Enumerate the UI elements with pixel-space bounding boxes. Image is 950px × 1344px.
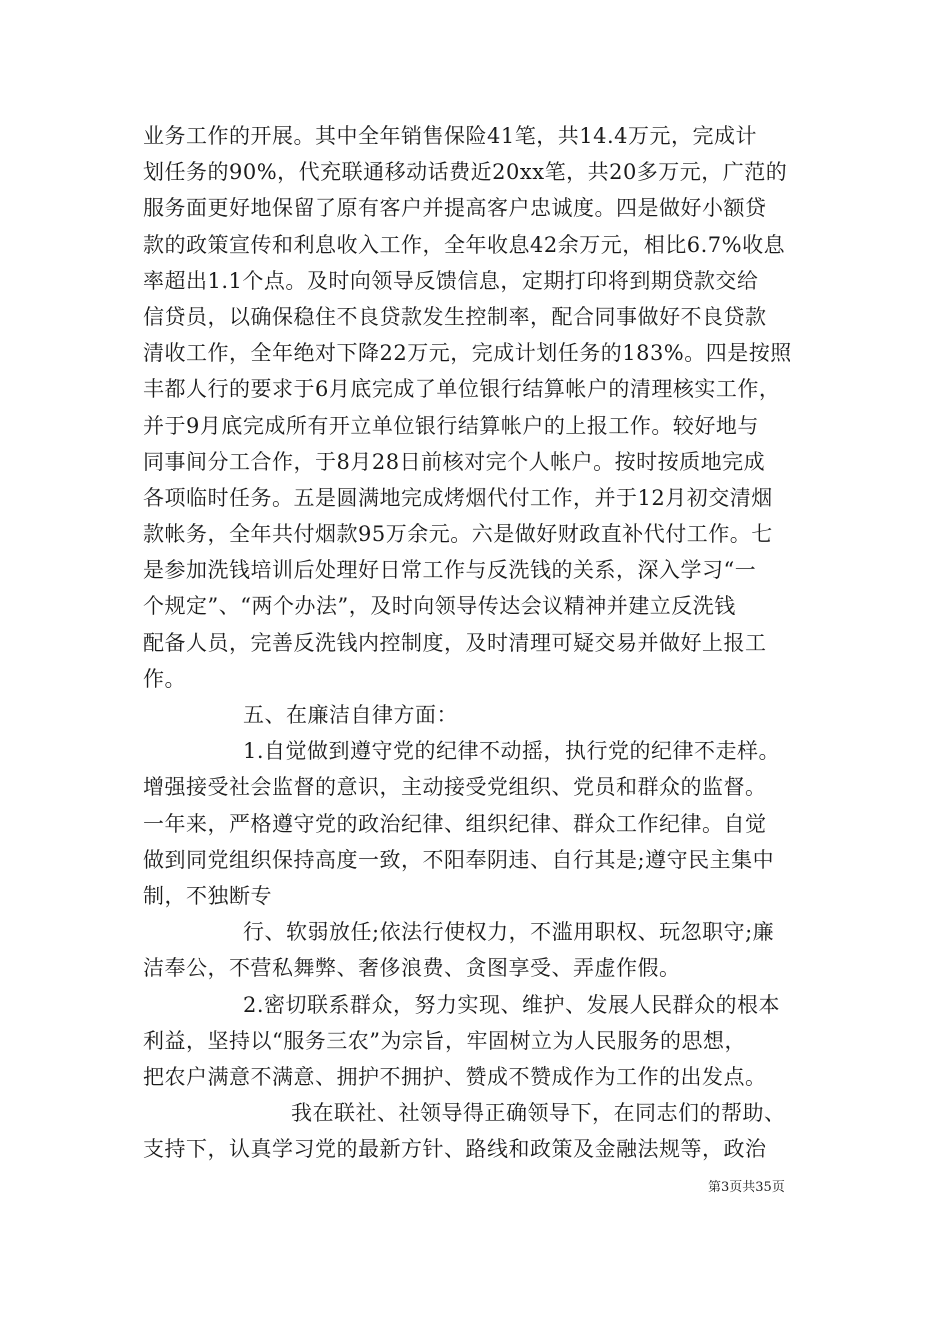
text-line: 行、软弱放任;依法行使权力，不滥用职权、玩忽职守;廉 xyxy=(243,920,775,945)
text-line: 划任务的90%，代充联通移动话费近20xx笔，共20多万元，广范的 xyxy=(143,160,788,185)
text-line: 1.自觉做到遵守党的纪律不动摇，执行党的纪律不走样。 xyxy=(243,739,781,764)
page-number: 第3页共35页 xyxy=(708,1180,785,1195)
text-line: 率超出1.1个点。及时向领导反馈信息，定期打印将到期贷款交给 xyxy=(143,268,759,293)
text-line: 清收工作，全年绝对下降22万元，完成计划任务的183%。四是按照 xyxy=(143,341,792,366)
text-line: 把农户满意不满意、拥护不拥护、赞成不赞成作为工作的出发点。 xyxy=(143,1064,767,1089)
text-line: 丰都人行的要求于6月底完成了单位银行结算帐户的清理核实工作， xyxy=(143,377,781,402)
text-line: 款帐务，全年共付烟款95万余元。六是做好财政直补代付工作。七 xyxy=(143,522,773,547)
text-line: 并于9月底完成所有开立单位银行结算帐户的上报工作。较好地与 xyxy=(143,413,759,438)
text-line: 一年来，严格遵守党的政治纪律、组织纪律、群众工作纪律。自觉 xyxy=(143,811,767,836)
text-line: 个规定”、“两个办法”，及时向领导传达会议精神并建立反洗钱 xyxy=(143,594,736,619)
text-line: 做到同党组织保持高度一致，不阳奉阴违、自行其是;遵守民主集中 xyxy=(143,847,775,872)
text-line: 支持下，认真学习党的最新方针、路线和政策及金融法规等，政治 xyxy=(143,1137,767,1162)
section-heading: 五、在廉洁自律方面： xyxy=(243,703,458,727)
text-line: 服务面更好地保留了原有客户并提高客户忠诚度。四是做好小额贷 xyxy=(143,196,767,221)
text-line: 款的政策宣传和利息收入工作，全年收息42余万元，相比6.7%收息 xyxy=(143,232,786,257)
text-line: 增强接受社会监督的意识，主动接受党组织、党员和群众的监督。 xyxy=(143,775,767,800)
text-line: 各项临时任务。五是圆满地完成烤烟代付工作，并于12月初交清烟 xyxy=(143,485,773,510)
text-line: 信贷员，以确保稳住不良贷款发生控制率，配合同事做好不良贷款 xyxy=(143,304,767,329)
text-line: 配备人员，完善反洗钱内控制度，及时清理可疑交易并做好上报工 xyxy=(143,630,767,655)
text-line: 2.密切联系群众，努力实现、维护、发展人民群众的根本 xyxy=(243,992,781,1017)
text-line: 利益，坚持以“服务三农”为宗旨，牢固树立为人民服务的思想， xyxy=(143,1028,746,1053)
text-line: 业务工作的开展。其中全年销售保险41笔，共14.4万元，完成计 xyxy=(143,124,757,148)
text-line: 作。 xyxy=(143,666,186,691)
text-line: 同事间分工合作，于8月28日前核对完个人帐户。按时按质地完成 xyxy=(143,449,766,474)
text-line: 制，不独断专 xyxy=(143,883,272,908)
text-line: 是参加洗钱培训后处理好日常工作与反洗钱的关系，深入学习“一 xyxy=(143,558,757,583)
body-text xyxy=(143,118,813,1167)
text-line: 洁奉公，不营私舞弊、奢侈浪费、贪图享受、弄虚作假。 xyxy=(143,956,681,981)
text-line: 我在联社、社领导得正确领导下，在同志们的帮助、 xyxy=(291,1101,786,1126)
